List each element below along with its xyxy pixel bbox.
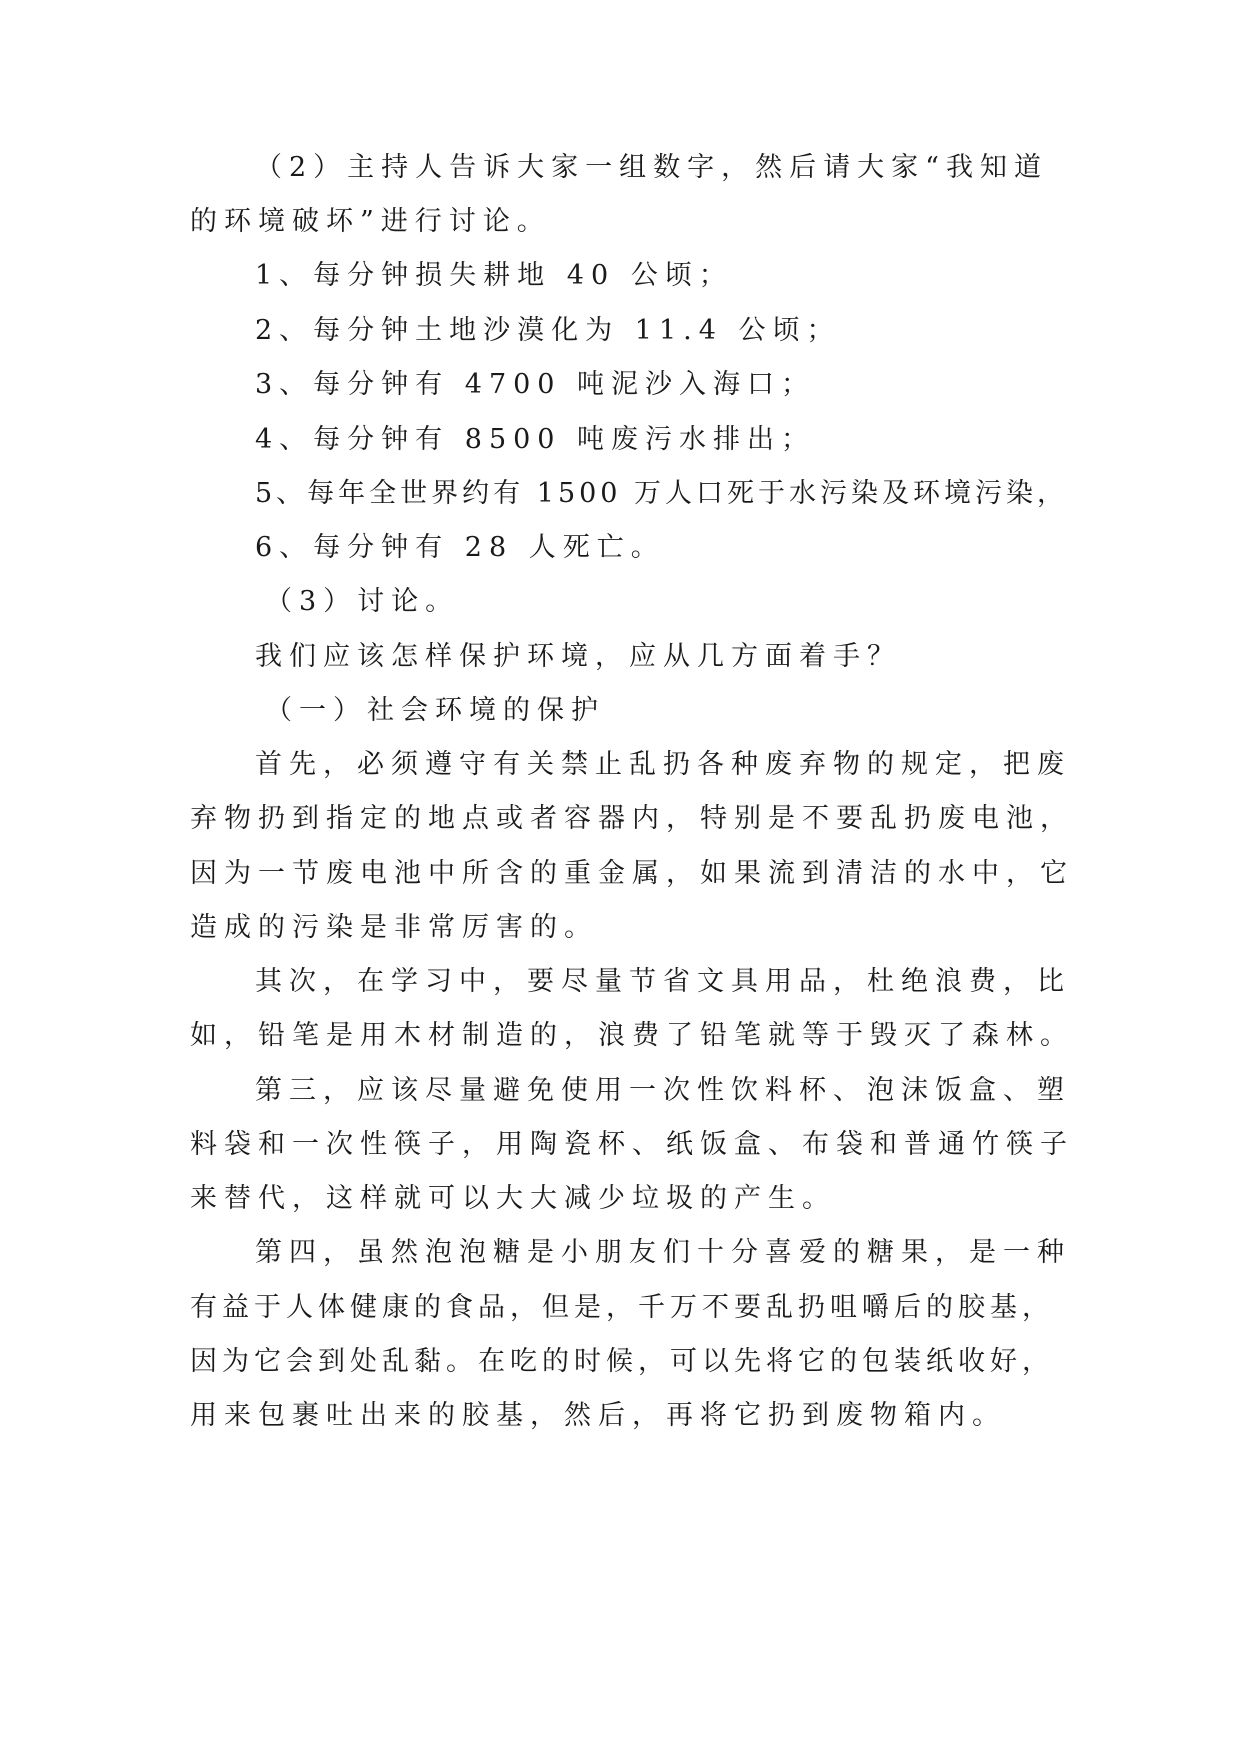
paragraph-line: 我们应该怎样保护环境，应从几方面着手？ bbox=[255, 641, 901, 672]
paragraph-line: 首先，必须遵守有关禁止乱扔各种废弃物的规定，把废 bbox=[255, 749, 1071, 780]
list-item: 4、每分钟有 8500 吨废污水排出； bbox=[255, 424, 816, 455]
list-item: 5、每年全世界约有 1500 万人口死于水污染及环境污染， bbox=[255, 478, 1069, 509]
paragraph-line: 造成的污染是非常厉害的。 bbox=[190, 912, 598, 943]
paragraph-line: 因为它会到处乱黏。在吃的时候，可以先将它的包装纸收好， bbox=[190, 1346, 1054, 1377]
paragraph-line: 的环境破坏”进行讨论。 bbox=[190, 206, 551, 237]
section-heading: （一）社会环境的保护 bbox=[265, 695, 605, 726]
paragraph-line: 弃物扔到指定的地点或者容器内，特别是不要乱扔废电池， bbox=[190, 803, 1074, 834]
section-heading: （3）讨论。 bbox=[265, 586, 460, 617]
paragraph-line: 用来包裹吐出来的胶基，然后，再将它扔到废物箱内。 bbox=[190, 1400, 1006, 1431]
paragraph-line: 如，铅笔是用木材制造的，浪费了铅笔就等于毁灭了森林。 bbox=[190, 1020, 1074, 1051]
paragraph-line: 第四，虽然泡泡糖是小朋友们十分喜爱的糖果，是一种 bbox=[255, 1237, 1071, 1268]
list-item: 3、每分钟有 4700 吨泥沙入海口； bbox=[255, 369, 816, 400]
list-item: 6、每分钟有 28 人死亡。 bbox=[255, 532, 665, 563]
paragraph-line: 来替代，这样就可以大大减少垃圾的产生。 bbox=[190, 1183, 836, 1214]
list-item: 1、每分钟损失耕地 40 公顷； bbox=[255, 260, 733, 291]
paragraph-line: 第三，应该尽量避免使用一次性饮料杯、泡沫饭盒、塑 bbox=[255, 1075, 1071, 1106]
paragraph-line: （2）主持人告诉大家一组数字，然后请大家“我知道 bbox=[255, 152, 1048, 183]
paragraph-line: 其次，在学习中，要尽量节省文具用品，杜绝浪费，比 bbox=[255, 966, 1071, 997]
paragraph-line: 因为一节废电池中所含的重金属，如果流到清洁的水中，它 bbox=[190, 858, 1074, 889]
list-item: 2、每分钟土地沙漠化为 11.4 公顷； bbox=[255, 315, 841, 346]
paragraph-line: 料袋和一次性筷子，用陶瓷杯、纸饭盒、布袋和普通竹筷子 bbox=[190, 1129, 1074, 1160]
paragraph-line: 有益于人体健康的食品，但是，千万不要乱扔咀嚼后的胶基， bbox=[190, 1292, 1054, 1323]
